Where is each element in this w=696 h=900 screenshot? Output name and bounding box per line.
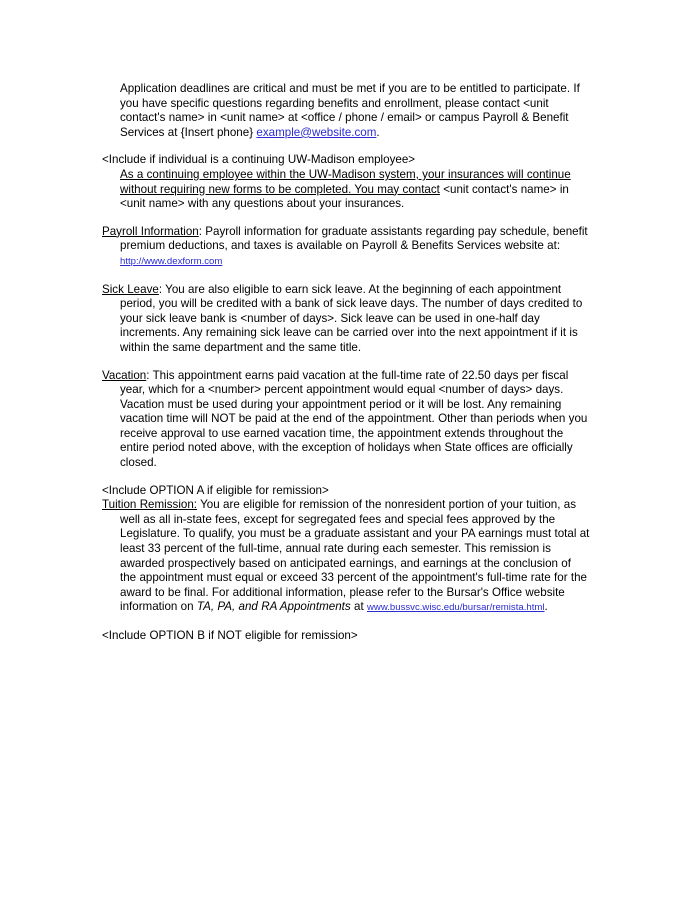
text-run: .: [376, 125, 380, 139]
paragraph-continuing-employee: [102, 168, 590, 212]
text-run: : Payroll information for graduate assistants regarding pay schedule, benefit premium deductions, and taxes is available on Payroll & Benefits Services website at:: [120, 224, 588, 253]
underlined-text: Sick Leave: [102, 282, 159, 296]
paragraph-payroll-information: [102, 225, 590, 270]
hyperlink[interactable]: www.bussvc.wisc.edu/bursar/remista.html: [366, 602, 545, 614]
text-run: <Include if individual is a continuing UW-Madison employee>: [102, 153, 416, 167]
text-run: : You are also eligible to earn sick leave. At the beginning of each appointment period, you will be credited with a bank of sick leave days. The number of days credited to your sick leave bank is <number of days>. Sick leave can be used in one-half day increments. Any remaining sick leave can be carried over into the next appointment if it is within the same department and the same title.: [120, 282, 583, 354]
paragraph-sick-leave: [102, 283, 590, 356]
paragraph-benefits-deadlines: [102, 82, 590, 140]
text-run: You are eligible for remission of the nonresident portion of your tuition, as well as all in-state fees, except for segregated fees and special fees approved by the Legislature. To qualify, you must be a graduate assistant and your PA earnings must total at least 33 percent of the full-time, annual rate during each semester. This remission is awarded prospectively based on anticipated earnings, and earnings at the conclusion of the appointment must equal or exceed 33 percent of the appointment's full-time rate for the award to be final. For additional information, please refer to the Bursar's Office website information on: [120, 498, 590, 614]
paragraph-include-option-b-note: [102, 629, 590, 644]
text-run: : This appointment earns paid vacation at the full-time rate of 22.50 days per fiscal year, which for a <number> percent appointment would equal <number of days> days. Vacation must be used during your appointment period or it will be lost. Any remaining vacation time will NOT be paid at the end of the appointment. Other than periods when you receive approval to use earned vacation time, the appointment extends throughout the entire period noted above, with the exception of holidays when State offices are officially closed.: [120, 368, 588, 470]
underlined-text: Payroll Information: [102, 224, 199, 238]
underlined-text: Tuition Remission:: [102, 498, 198, 512]
text-run: Application deadlines are critical and must be met if you are to be entitled to participate. If you have specific questions regarding benefits and enrollment, please contact <unit contact's name> in <unit name> at <office / phone / email> or campus Payroll & Benefit Services at {Insert phone}: [120, 82, 580, 139]
paragraph-include-continuing-employee-note: [102, 153, 590, 168]
hyperlink[interactable]: example@website.com: [256, 125, 377, 139]
paragraph-include-option-a-note: [102, 484, 590, 499]
text-run: .: [544, 600, 548, 614]
text-run: at: [350, 600, 367, 614]
text-run: <Include OPTION A if eligible for remission>: [102, 483, 329, 497]
underlined-text: As a continuing employee within the UW-Madison system, your insurances will continue without requiring new forms to be completed. You may contact: [120, 167, 571, 196]
paragraph-vacation: [102, 369, 590, 471]
document-body: [102, 82, 590, 657]
underlined-text: Vacation: [102, 368, 147, 382]
hyperlink[interactable]: http://www.dexform.com: [120, 255, 223, 267]
paragraph-tuition-remission: [102, 498, 590, 616]
text-run: <unit contact's name> in <unit name> with any questions about your insurances.: [120, 182, 569, 211]
text-run: <Include OPTION B if NOT eligible for remission>: [102, 629, 358, 642]
italic-text: TA, PA, and RA Appointments: [196, 600, 351, 614]
